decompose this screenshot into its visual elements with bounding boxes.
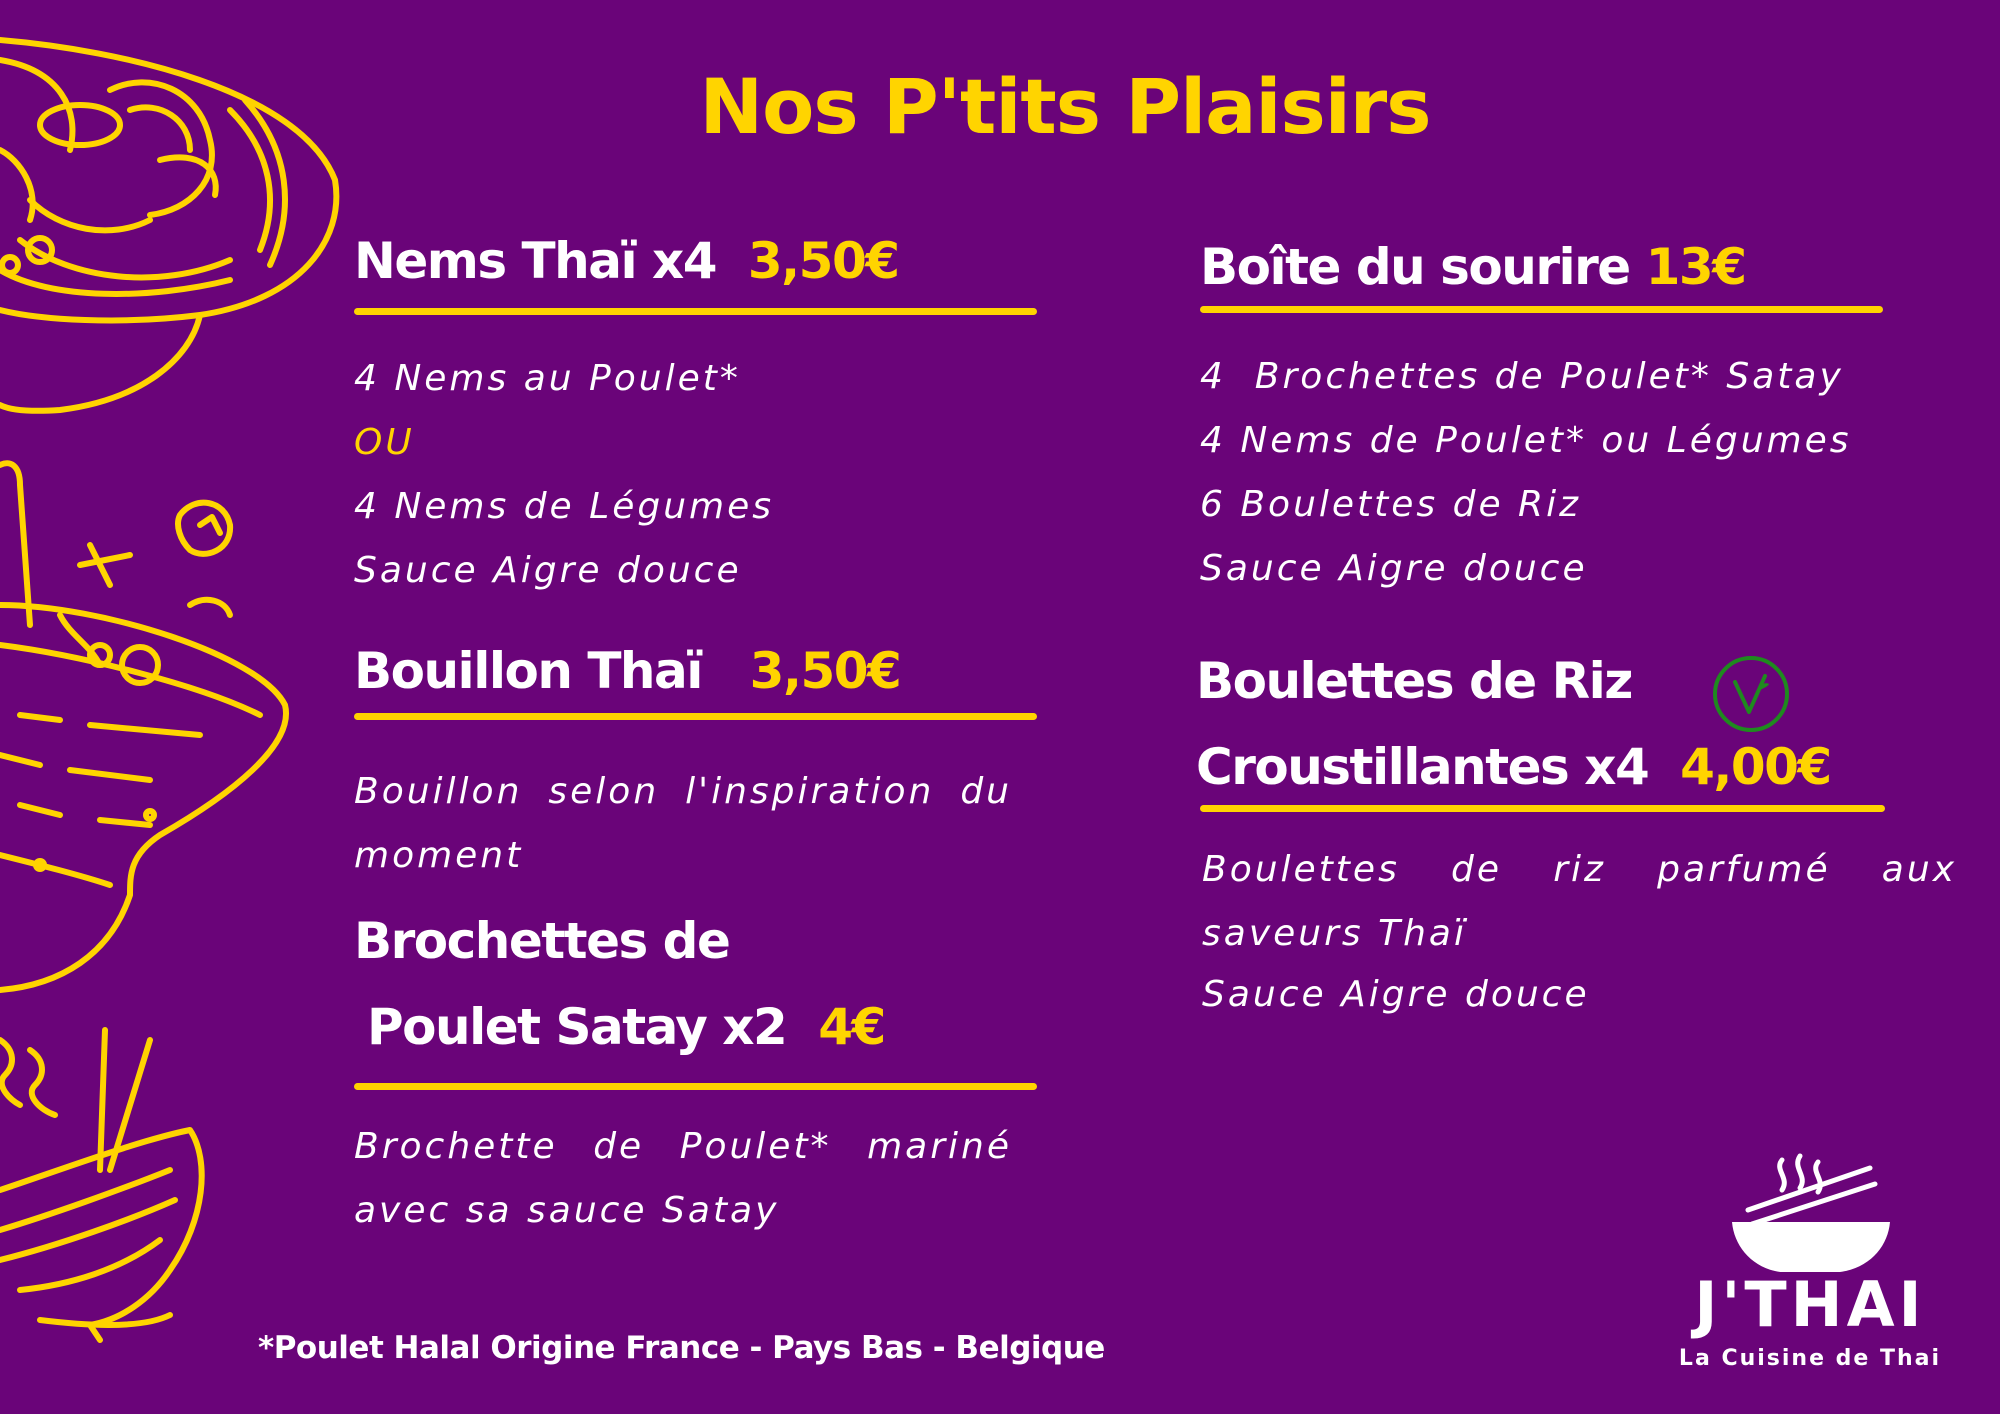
- menu-line-ou: OU: [354, 422, 415, 463]
- divider-rule: [354, 713, 1037, 720]
- dish-name-brochettes-line1: Brochettes de: [354, 912, 730, 970]
- divider-rule: [1200, 306, 1883, 313]
- dish-name-nems: [354, 232, 899, 290]
- dish-price: 13€: [1645, 238, 1746, 296]
- menu-line: 6 Boulettes de Riz: [1200, 484, 1581, 525]
- halal-footnote: *Poulet Halal Origine France - Pays Bas - Belgique: [258, 1330, 1105, 1366]
- dish-name: Boîte du sourire: [1200, 238, 1630, 296]
- dish-price: 4,00€: [1680, 738, 1831, 796]
- dish-name-boulettes-line1: Boulettes de Riz: [1196, 652, 1632, 710]
- dish-price: 4€: [818, 998, 885, 1056]
- vegan-leaf-icon: [1711, 654, 1791, 734]
- page-title: Nos P'tits Plaisirs: [699, 62, 1431, 151]
- dish-name: Bouillon Thaï: [354, 642, 702, 700]
- stir-fry-bowl-icon: [0, 455, 300, 995]
- menu-line: Sauce Aigre douce: [1202, 974, 1590, 1015]
- brand-name: J'THAI: [1694, 1268, 1926, 1341]
- dish-name: Poulet Satay x2: [367, 998, 787, 1056]
- divider-rule: [1200, 805, 1885, 812]
- menu-line: Sauce Aigre douce: [354, 550, 742, 591]
- dish-name-brochettes-line2: [367, 998, 885, 1056]
- bowl-chopsticks-icon: [1720, 1150, 1900, 1275]
- dish-name-boulettes-line2: [1196, 738, 1831, 796]
- menu-line: 4 Brochettes de Poulet* Satay: [1200, 356, 1844, 397]
- dish-description: Boulettes de riz parfumé aux saveurs Thaï: [1202, 849, 1957, 954]
- dish-description: Bouillon selon l'inspiration du moment: [354, 771, 1012, 876]
- menu-line: 4 Nems de Poulet* ou Légumes: [1200, 420, 1852, 461]
- menu-line: 4 Nems au Poulet*: [354, 358, 741, 399]
- dish-name-bouillon: [354, 642, 900, 700]
- dish-price: 3,50€: [749, 642, 901, 700]
- divider-rule: [354, 308, 1037, 315]
- divider-rule: [354, 1083, 1037, 1090]
- dish-name-boite: [1200, 238, 1745, 296]
- menu-line: 4 Nems de Légumes: [354, 486, 774, 527]
- dish-description: Brochette de Poulet* mariné avec sa sauce Satay: [354, 1126, 1012, 1231]
- dish-name: Nems Thaï x4: [354, 232, 717, 290]
- brand-tagline: La Cuisine de Thai: [1678, 1346, 1942, 1371]
- dish-name: Croustillantes x4: [1196, 738, 1649, 796]
- menu-line: Sauce Aigre douce: [1200, 548, 1588, 589]
- ramen-bowl-icon: [0, 1020, 230, 1350]
- dish-price: 3,50€: [747, 232, 899, 290]
